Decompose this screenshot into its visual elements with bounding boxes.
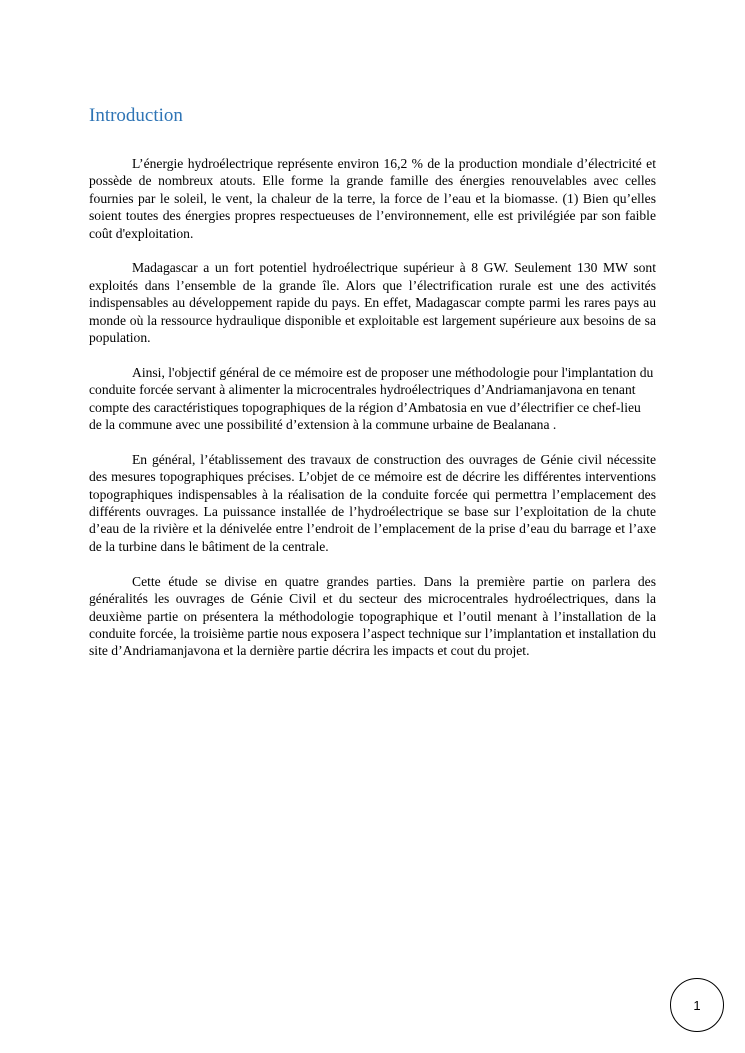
section-heading: Introduction	[89, 105, 183, 126]
paragraph-objective: Ainsi, l'objectif général de ce mémoire est de proposer une méthodologie pour l'implantation du conduite forcée servant à alimenter la microcentrales hydroélectriques d’Andriamanjavona en tenant compte des caractéristiques topographiques de la région d’Ambatosia en vue d’électrifier ce chef-lieu de la commune avec une possibilité d’extension à la commune urbaine de Bealanana .	[89, 364, 654, 433]
paragraph-madagascar-potential: Madagascar a un fort potentiel hydroélectrique supérieur à 8 GW. Seulement 130 MW sont exploités dans l’ensemble de la grande île. Alors que l’électrification rurale est une des activités indispensables au développement rapide du pays. En effet, Madagascar compte parmi les rares pays au monde où la ressource hydraulique disponible et exploitable est largement supérieure aux besoins de sa population.	[89, 260, 656, 346]
page-number-badge: 1	[670, 978, 724, 1032]
paragraph-study-outline: Cette étude se divise en quatre grandes parties. Dans la première partie on parlera des généralités les ouvrages de Génie Civil et du secteur des microcentrales hydroélectriques, dans la deuxième partie on présentera la méthodologie topographique et l’outil menant à l’installation de la conduite forcée, la troisième partie nous exposera l’aspect technique sur l’implantation et installation du site d’Andriamanjavona et la dernière partie décrira les impacts et cout du projet.	[89, 573, 656, 659]
paragraph-topographic-works: En général, l’établissement des travaux de construction des ouvrages de Génie civil nécessite des mesures topographiques précises. L’objet de ce mémoire est de décrire les différentes interventions topographiques indispensables à la réalisation de la conduite forcée qui permettra l’emplacement des différents ouvrages. La puissance installée de l’hydroélectrique se base sur l’exploitation de la chute d’eau de la rivière et la dénivelée entre l’endroit de l’emplacement de la prise d’eau du barrage et l’axe de la turbine dans le bâtiment de la centrale.	[89, 451, 656, 554]
paragraph-energy-overview: L’énergie hydroélectrique représente environ 16,2 % de la production mondiale d’électricité et possède de nombreux atouts. Elle forme la grande famille des énergies renouvelables avec celles fournies par le soleil, le vent, la chaleur de la terre, la force de l’eau et la biomasse. (1) Bien qu’elles soient toutes des énergies propres respectueuses de l’environnement, elle est privilégiée par son faible coût d'exploitation.	[89, 156, 656, 241]
document-body	[89, 155, 656, 677]
